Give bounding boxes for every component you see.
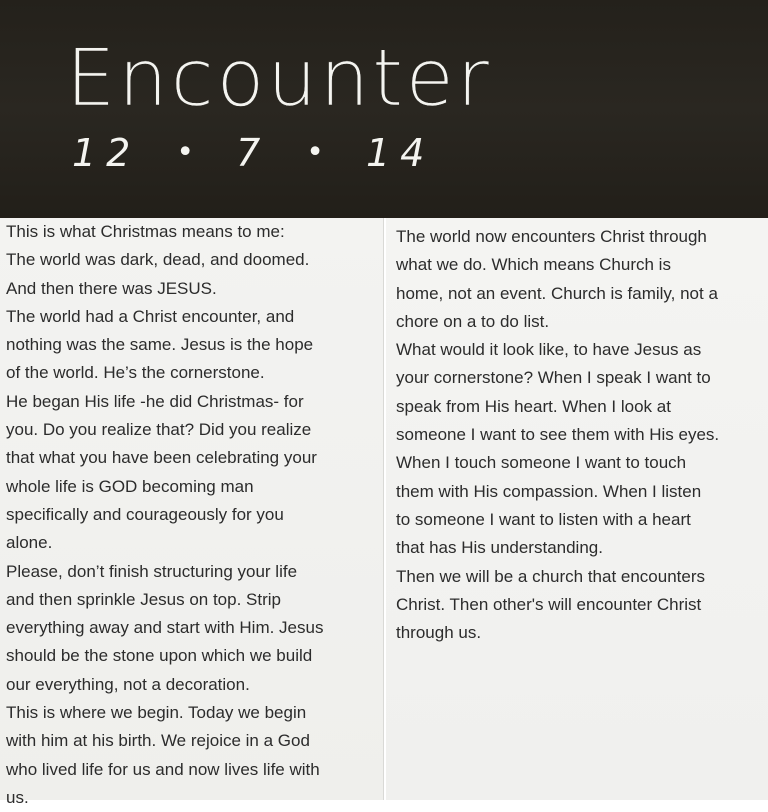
text-line: chore on a to do list. [396,311,550,331]
date-month: 12 [72,131,141,175]
date-separator-1: • [176,135,195,170]
text-line: And then there was JESUS. [6,278,217,298]
right-text-body [396,223,764,647]
text-line: should be the stone upon which we build [6,646,313,666]
text-line: that what you have been celebrating your [6,448,317,468]
text-line: our everything, not a decoration. [6,674,250,694]
text-line: He began His life -he did Christmas- for [6,391,304,411]
text-line: speak from His heart. When I look at [396,396,671,416]
text-line: them with His compassion. When I listen [396,481,702,501]
text-line: everything away and start with Him. Jesus [6,618,324,638]
text-line: Then we will be a church that encounters [396,566,706,586]
text-line: Christ. Then other's will encounter Christ [396,594,702,614]
text-line: that has His understanding. [396,538,603,558]
text-line: When I touch someone I want to touch [396,453,687,473]
text-line: your cornerstone? When I speak I want to [396,368,711,388]
text-line: specifically and courageously for you [6,504,284,524]
text-line: with him at his birth. We rejoice in a God [6,731,310,751]
text-line: This is what Christmas means to me: [6,222,285,241]
text-line: This is where we begin. Today we begin [6,703,307,723]
date-separator-2: • [306,135,324,170]
date-display [72,130,434,176]
text-line: who lived life for us and now lives life with [6,759,320,779]
right-text-panel [386,218,768,800]
text-line: us. [6,787,29,807]
text-line: nothing was the same. Jesus is the hope [6,335,314,355]
text-line: of the world. He’s the cornerstone. [6,363,265,383]
left-text-panel [0,218,384,807]
text-line: to someone I want to listen with a heart [396,509,691,529]
text-line: The world had a Christ encounter, and [6,306,295,326]
header-banner [0,0,768,218]
text-line: home, not an event. Church is family, not a [396,283,718,303]
text-line: through us. [396,623,482,643]
text-line: and then sprinkle Jesus on top. Strip [6,589,281,609]
text-line: alone. [6,533,53,553]
date-year: 14 [365,131,435,175]
text-line: The world now encounters Christ through [396,227,707,246]
text-line: What would it look like, to have Jesus as [396,340,702,360]
text-line: Please, don’t finish structuring your life [6,561,298,581]
text-line: someone I want to see them with His eyes. [396,425,720,445]
left-text-body [6,218,378,812]
text-line: you. Do you realize that? Did you realize [6,420,312,440]
page-title: Encounter [66,34,492,124]
text-line: what we do. Which means Church is [396,255,671,275]
date-day: 7 [236,131,271,175]
text-line: The world was dark, dead, and doomed. [6,250,310,270]
text-line: whole life is GOD becoming man [6,476,254,496]
